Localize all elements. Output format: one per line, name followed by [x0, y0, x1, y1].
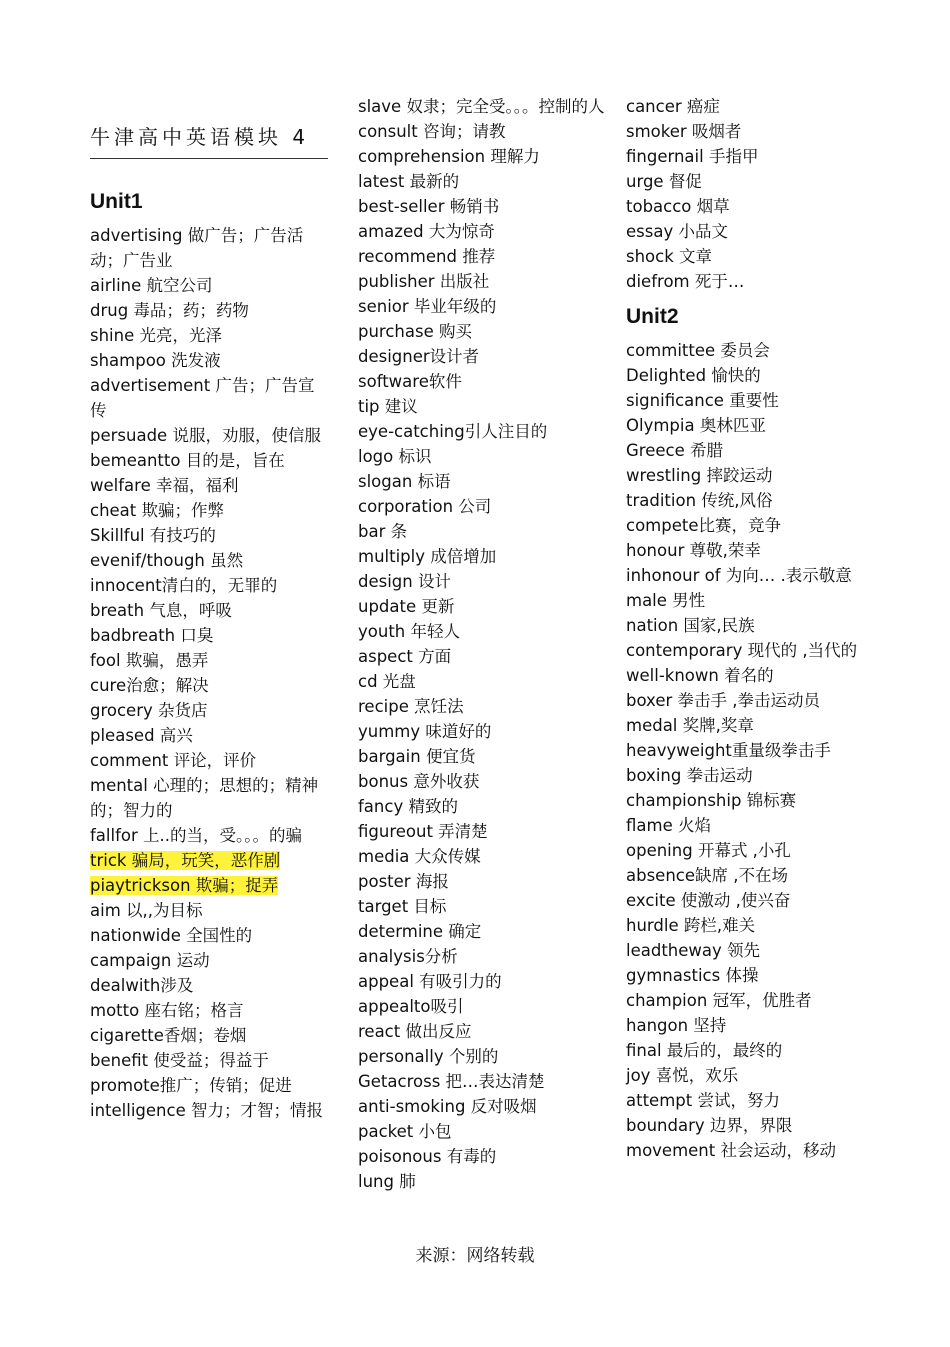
unit-heading: Unit2	[626, 305, 679, 328]
vocab-entry: amazed 大为惊奇	[358, 222, 495, 241]
vocab-entry: fool 欺骗，愚弄	[90, 651, 209, 670]
vocab-entry: movement 社会运动，移动	[626, 1141, 836, 1160]
highlighted-text: piaytrickson 欺骗；捉弄	[90, 876, 279, 895]
vocab-entry: eye-catching引人注目的	[358, 422, 548, 441]
vocab-list	[358, 94, 608, 1194]
vocab-entry: campaign 运动	[90, 951, 210, 970]
vocab-entry: slogan 标语	[358, 472, 451, 491]
vocab-entry: leadtheway 领先	[626, 941, 761, 960]
vocab-entry: pleased 高兴	[90, 726, 193, 745]
page-title: 牛津高中英语模块 4	[90, 122, 328, 159]
vocab-entry: shock 文章	[626, 247, 713, 266]
column-1	[90, 122, 328, 1123]
vocab-entry: shampoo 洗发液	[90, 351, 221, 370]
vocab-entry: Getacross 把…表达清楚	[358, 1072, 545, 1091]
vocab-entry: advertising 做广告；广告活动；广告业	[90, 226, 304, 270]
vocab-entry: badbreath 口臭	[90, 626, 214, 645]
vocab-entry: cd 光盘	[358, 672, 416, 691]
vocab-entry: boxer 拳击手 ,拳击运动员	[626, 691, 820, 710]
vocab-entry: cigarette香烟；卷烟	[90, 1026, 247, 1045]
vocab-entry	[90, 873, 328, 898]
vocab-entry: compete比赛，竞争	[626, 516, 781, 535]
highlighted-text: trick 骗局，玩笑，恶作剧	[90, 851, 281, 870]
vocab-entry: final 最后的，最终的	[626, 1041, 783, 1060]
vocab-entry: update 更新	[358, 597, 455, 616]
vocab-entry: comprehension 理解力	[358, 147, 540, 166]
vocab-entry: senior 毕业年级的	[358, 297, 497, 316]
vocab-entry: medal 奖牌,奖章	[626, 716, 754, 735]
vocab-entry: inhonour of 为向… .表示敬意	[626, 566, 852, 585]
vocab-entry: honour 尊敬,荣幸	[626, 541, 761, 560]
vocab-entry: multiply 成倍增加	[358, 547, 497, 566]
vocab-entry: breath 气息，呼吸	[90, 601, 232, 620]
vocab-entry: tip 建议	[358, 397, 418, 416]
vocab-entry: media 大众传媒	[358, 847, 481, 866]
vocab-entry: evenif/though 虽然	[90, 551, 244, 570]
vocab-entry: bemeantto 目的是，旨在	[90, 451, 285, 470]
vocab-entry: bargain 便宜货	[358, 747, 476, 766]
vocab-entry: fingernail 手指甲	[626, 147, 759, 166]
vocab-entry: male 男性	[626, 591, 706, 610]
vocab-entry: recipe 烹饪法	[358, 697, 464, 716]
vocab-entry: hurdle 跨栏,难关	[626, 916, 756, 935]
vocab-entry: joy 喜悦，欢乐	[626, 1066, 739, 1085]
vocab-entry: logo 标识	[358, 447, 432, 466]
vocab-entry: target 目标	[358, 897, 447, 916]
vocab-entry: cancer 癌症	[626, 97, 720, 116]
vocab-entry: consult 咨询；请教	[358, 122, 506, 141]
vocab-entry: gymnastics 体操	[626, 966, 759, 985]
vocab-entry: design 设计	[358, 572, 451, 591]
vocab-entry: analysis分析	[358, 947, 458, 966]
vocab-entry: advertisement 广告；广告宣传	[90, 376, 315, 420]
vocab-entry: yummy 味道好的	[358, 722, 492, 741]
vocab-entry: heavyweight重量级拳击手	[626, 741, 831, 760]
vocab-entry: Skillful 有技巧的	[90, 526, 216, 545]
column-2	[358, 94, 608, 1194]
vocab-entry: appealto吸引	[358, 997, 464, 1016]
vocab-entry: champion 冠军，优胜者	[626, 991, 812, 1010]
vocab-entry: anti-smoking 反对吸烟	[358, 1097, 537, 1116]
vocab-entry	[90, 848, 328, 873]
vocab-entry: fallfor 上..的当，受。。。的骗	[90, 826, 303, 845]
vocab-entry: determine 确定	[358, 922, 482, 941]
vocab-entry: well-known 着名的	[626, 666, 774, 685]
vocab-entry: essay 小品文	[626, 222, 728, 241]
vocab-entry: fancy 精致的	[358, 797, 458, 816]
vocab-entry: committee 委员会	[626, 341, 770, 360]
vocab-entry: motto 座右铭；格言	[90, 1001, 244, 1020]
vocab-entry: tobacco 烟草	[626, 197, 730, 216]
vocab-entry: corporation 公司	[358, 497, 492, 516]
vocab-entry: Delighted 愉快的	[626, 366, 761, 385]
vocab-entry: lung 肺	[358, 1172, 416, 1191]
vocab-entry: intelligence 智力；才智；情报	[90, 1101, 323, 1120]
source-footer: 来源：网络转载	[415, 1246, 535, 1266]
vocab-entry: airline 航空公司	[90, 276, 213, 295]
vocab-entry: welfare 幸福，福利	[90, 476, 239, 495]
vocab-entry: excite 使激动 ,使兴奋	[626, 891, 791, 910]
vocab-list	[90, 223, 328, 1123]
vocab-entry: comment 评论，评价	[90, 751, 257, 770]
vocab-entry: boundary 边界，界限	[626, 1116, 793, 1135]
vocab-entry: react 做出反应	[358, 1022, 472, 1041]
vocab-entry: publisher 出版社	[358, 272, 490, 291]
vocab-entry: persuade 说服，劝服，使信服	[90, 426, 321, 445]
vocab-entry: hangon 坚持	[626, 1016, 727, 1035]
vocab-entry: drug 毒品；药；药物	[90, 301, 249, 320]
vocab-entry: Greece 希腊	[626, 441, 723, 460]
column-3	[626, 94, 866, 1163]
vocab-entry: benefit 使受益；得益于	[90, 1051, 269, 1070]
vocab-entry: cure治愈；解决	[90, 676, 209, 695]
vocab-entry: dealwith涉及	[90, 976, 194, 995]
vocab-entry: significance 重要性	[626, 391, 779, 410]
vocab-entry: urge 督促	[626, 172, 702, 191]
vocab-entry: promote推广；传销；促进	[90, 1076, 292, 1095]
vocab-entry: appeal 有吸引力的	[358, 972, 502, 991]
vocab-entry: nation 国家,民族	[626, 616, 755, 635]
vocab-entry: designer设计者	[358, 347, 480, 366]
vocab-entry: absence缺席 ,不在场	[626, 866, 789, 885]
vocab-entry: aspect 方面	[358, 647, 452, 666]
vocab-entry: innocent清白的，无罪的	[90, 576, 278, 595]
vocab-entry: contemporary 现代的 ,当代的	[626, 641, 858, 660]
vocab-entry: poisonous 有毒的	[358, 1147, 497, 1166]
vocab-entry: diefrom 死于…	[626, 272, 745, 291]
vocab-entry: best-seller 畅销书	[358, 197, 500, 216]
vocab-entry: opening 开幕式 ,小孔	[626, 841, 791, 860]
vocab-entry: personally 个别的	[358, 1047, 499, 1066]
vocab-entry: figureout 弄清楚	[358, 822, 488, 841]
vocab-entry: packet 小包	[358, 1122, 452, 1141]
vocab-entry: bonus 意外收获	[358, 772, 480, 791]
vocab-entry: flame 火焰	[626, 816, 711, 835]
vocab-entry: mental 心理的；思想的；精神的；智力的	[90, 776, 319, 820]
vocab-entry: wrestling 摔跤运动	[626, 466, 773, 485]
unit-heading: Unit1	[90, 190, 143, 213]
vocab-entry: nationwide 全国性的	[90, 926, 253, 945]
vocab-entry: recommend 推荐	[358, 247, 496, 266]
vocab-list	[626, 94, 866, 294]
vocab-entry: Olympia 奥林匹亚	[626, 416, 766, 435]
vocab-entry: purchase 购买	[358, 322, 472, 341]
vocab-entry: cheat 欺骗；作弊	[90, 501, 225, 520]
vocab-entry: boxing 拳击运动	[626, 766, 753, 785]
vocab-entry: championship 锦标赛	[626, 791, 797, 810]
vocab-entry: aim 以,,为目标	[90, 901, 203, 920]
vocab-entry: shine 光亮，光泽	[90, 326, 222, 345]
vocab-entry: poster 海报	[358, 872, 449, 891]
vocab-entry: attempt 尝试，努力	[626, 1091, 780, 1110]
vocab-entry: smoker 吸烟者	[626, 122, 742, 141]
vocab-entry: software软件	[358, 372, 462, 391]
vocab-list	[626, 338, 866, 1163]
vocab-entry: bar 条	[358, 522, 408, 541]
vocab-entry: latest 最新的	[358, 172, 460, 191]
vocab-entry: slave 奴隶；完全受。。。控制的人	[358, 97, 605, 116]
vocab-entry: tradition 传统,风俗	[626, 491, 773, 510]
vocab-entry: youth 年轻人	[358, 622, 460, 641]
vocab-entry: grocery 杂货店	[90, 701, 208, 720]
